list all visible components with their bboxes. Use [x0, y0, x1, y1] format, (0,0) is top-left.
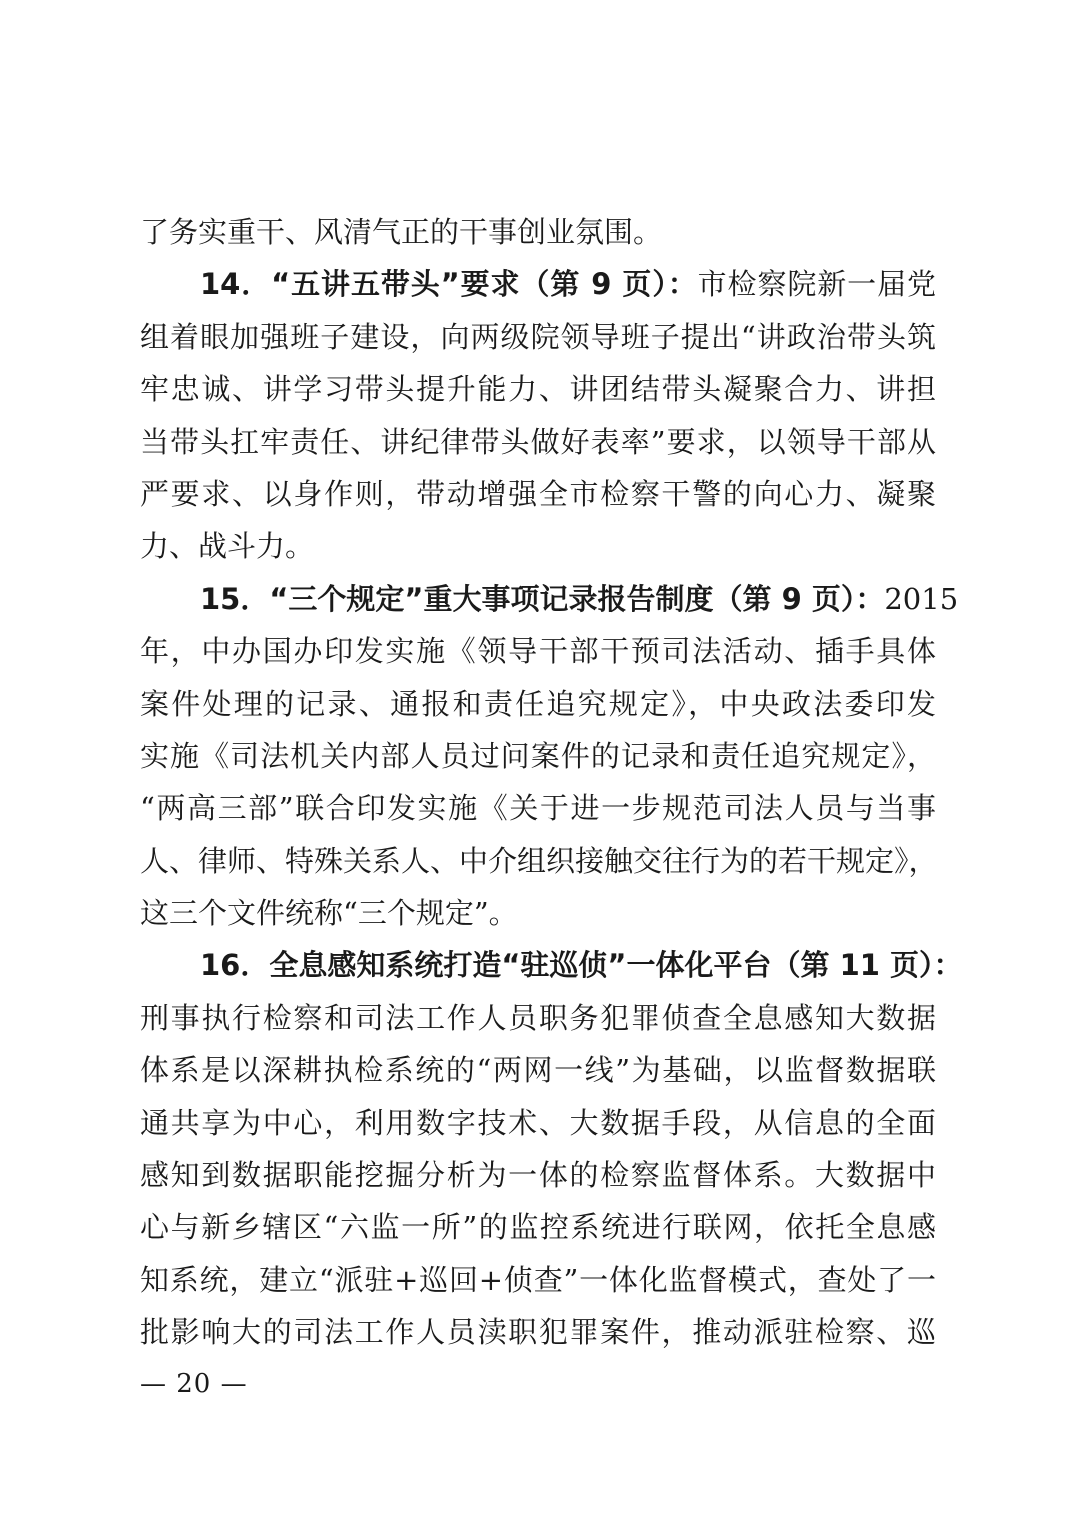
text-run: 2015 — [884, 581, 959, 616]
text-line — [140, 573, 959, 625]
heading-16: 16．全息感知系统打造“驻巡侦”一体化平台（第 11 页）： — [200, 948, 963, 983]
heading-15: 15．“三个规定”重大事项记录报告制度（第 9 页）： — [200, 581, 885, 616]
text-line: 当带头扛牢责任、讲纪律带头做好表率”要求，以领导干部从 — [140, 424, 936, 459]
text-run: 市检察院新一届党 — [697, 267, 936, 302]
text-line — [140, 939, 963, 991]
text-line: 实施《司法机关内部人员过问案件的记录和责任追究规定》， — [140, 738, 936, 773]
text-line: 人、律师、特殊关系人、中介组织接触交往行为的若干规定》， — [140, 843, 938, 878]
text-line: “两高三部”联合印发实施《关于进一步规范司法人员与当事 — [140, 791, 936, 826]
text-line: 通共享为中心，利用数字技术、大数据手段，从信息的全面 — [140, 1105, 936, 1140]
body-text — [140, 206, 963, 1359]
text-line: 组着眼加强班子建设，向两级院领导班子提出“讲政治带头筑 — [140, 319, 936, 354]
page-number: — 20 — — [140, 1369, 248, 1399]
text-line: 案件处理的记录、通报和责任追究规定》，中央政法委印发 — [140, 686, 936, 721]
text-line: 这三个文件统称“三个规定”。 — [140, 896, 518, 931]
text-line: 牢忠诚、讲学习带头提升能力、讲团结带头凝聚合力、讲担 — [140, 372, 936, 407]
text-line: 批影响大的司法工作人员渎职犯罪案件，推动派驻检察、巡 — [140, 1315, 936, 1350]
text-line: 知系统，建立“派驻+巡回+侦查”一体化监督模式，查处了一 — [140, 1262, 936, 1297]
text-line: 严要求、以身作则，带动增强全市检察干警的向心力、凝聚 — [140, 476, 936, 511]
text-line: 年，中办国办印发实施《领导干部干预司法活动、插手具体 — [140, 634, 936, 669]
text-line — [140, 258, 936, 310]
text-line: 心与新乡辖区“六监一所”的监控系统进行联网，依托全息感 — [140, 1210, 936, 1245]
text-line: 力、战斗力。 — [140, 529, 315, 564]
text-line: 了务实重干、风清气正的干事创业氛围。 — [140, 215, 663, 249]
text-line: 体系是以深耕执检系统的“两网一线”为基础，以监督数据联 — [140, 1053, 936, 1088]
text-line: 感知到数据职能挖掘分析为一体的检察监督体系。大数据中 — [140, 1158, 936, 1193]
text-line: 刑事执行检察和司法工作人员职务犯罪侦查全息感知大数据 — [140, 1000, 936, 1035]
heading-14: 14．“五讲五带头”要求（第 9 页）： — [200, 267, 698, 302]
